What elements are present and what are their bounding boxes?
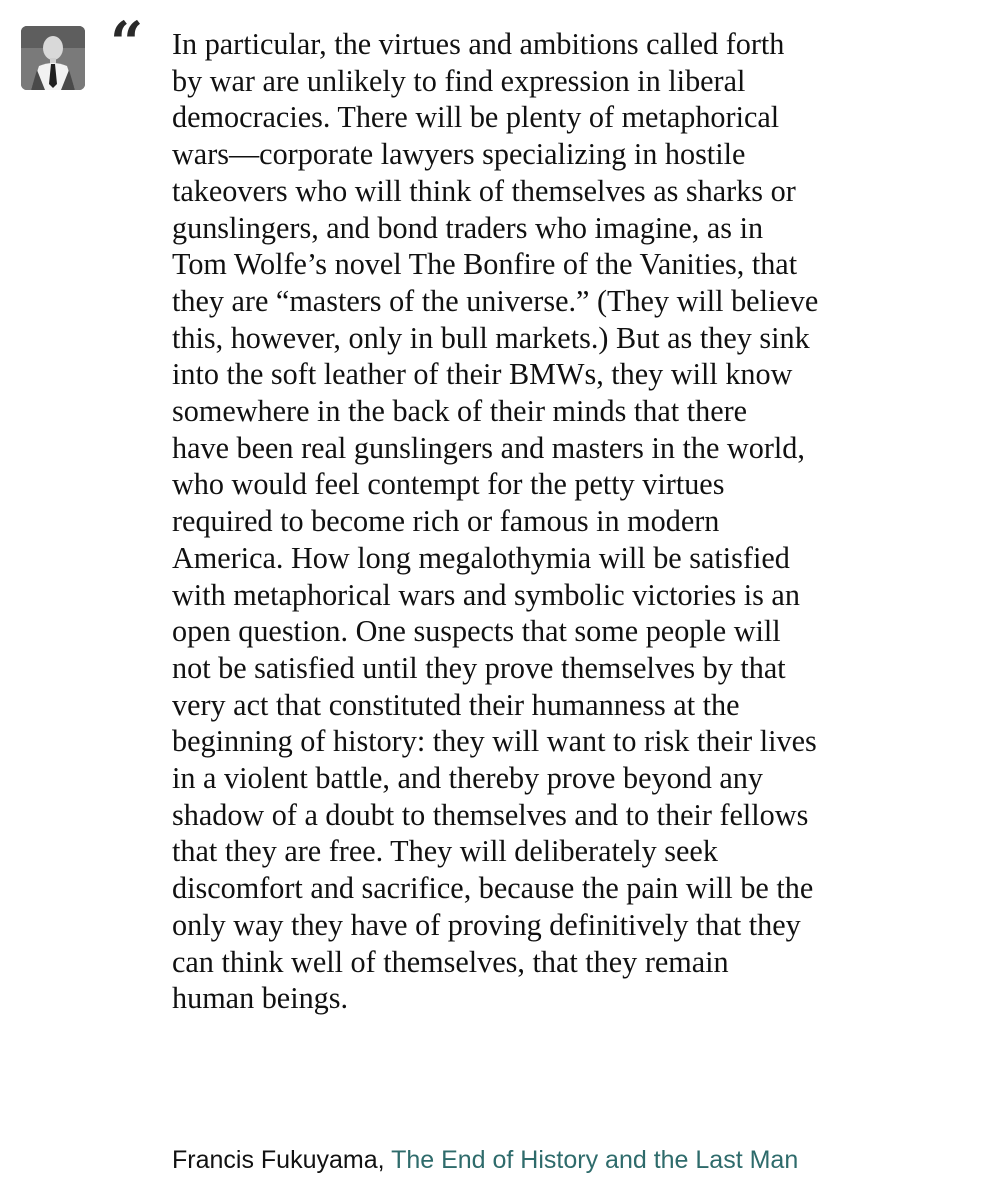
- quote-line: into the soft leather of their BMWs, they will know: [172, 357, 793, 392]
- quote-line: have been real gunslingers and masters in the world,: [172, 430, 805, 465]
- quote-line: can think well of themselves, that they remain: [172, 944, 729, 979]
- quote-line: gunslingers, and bond traders who imagine, as in: [172, 210, 764, 245]
- open-quote-icon: “: [110, 9, 144, 77]
- quote-line: takeovers who will think of themselves as sharks or: [172, 173, 796, 208]
- book-title-link[interactable]: The End of History and the Last Man: [391, 1146, 799, 1174]
- quote-line: by war are unlikely to find expression in liberal: [172, 63, 746, 98]
- author-portrait-icon: [21, 26, 85, 90]
- quote-line: human beings.: [172, 981, 349, 1016]
- quote-line: very act that constituted their humanness at the: [172, 687, 740, 722]
- quote-line: open question. One suspects that some people will: [172, 614, 781, 649]
- quote-line: beginning of history: they will want to risk their lives: [172, 724, 817, 759]
- quote-line: this, however, only in bull markets.) But as they sink: [172, 320, 810, 355]
- quote-attribution: [172, 1140, 798, 1180]
- quote-line: In particular, the virtues and ambitions called forth: [172, 27, 785, 61]
- quote-line: only way they have of proving definitively that they: [172, 907, 801, 942]
- quote-line: shadow of a doubt to themselves and to their fellows: [172, 797, 809, 832]
- quote-text: [172, 26, 987, 1017]
- quote-line: discomfort and sacrifice, because the pain will be the: [172, 871, 814, 906]
- quote-line: they are “masters of the universe.” (They will believe: [172, 283, 819, 318]
- quote-line: who would feel contempt for the petty virtues: [172, 467, 725, 502]
- quote-line: Tom Wolfe’s novel The Bonfire of the Vanities, that: [172, 247, 798, 282]
- quote-line: America. How long megalothymia will be satisfied: [172, 540, 790, 575]
- quote-line: wars—corporate lawyers specializing in hostile: [172, 137, 746, 172]
- quote-line: that they are free. They will deliberately seek: [172, 834, 718, 869]
- quote-line: democracies. There will be plenty of metaphorical: [172, 100, 780, 135]
- author-avatar[interactable]: [21, 26, 85, 90]
- author-name: Francis Fukuyama,: [172, 1146, 385, 1174]
- quote-line: somewhere in the back of their minds that there: [172, 394, 748, 429]
- quote-line: not be satisfied until they prove themselves by that: [172, 650, 786, 685]
- quote-line: with metaphorical wars and symbolic victories is an: [172, 577, 800, 612]
- quote-line: required to become rich or famous in modern: [172, 504, 720, 539]
- quote-line: in a violent battle, and thereby prove beyond any: [172, 761, 763, 796]
